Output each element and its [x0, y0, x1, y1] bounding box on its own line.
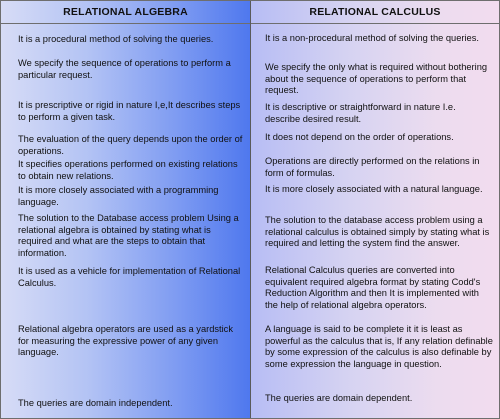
relational-calculus-header: RELATIONAL CALCULUS	[251, 1, 499, 24]
calculus-point-6: It is more closely associated with a natural language.	[265, 184, 483, 194]
relational-algebra-column	[1, 1, 250, 418]
algebra-point-10: The queries are domain independent.	[18, 398, 173, 408]
relational-calculus-column	[251, 1, 499, 418]
calculus-point-1: It is a non-procedural method of solving the queries.	[265, 33, 479, 43]
relational-algebra-header: RELATIONAL ALGEBRA	[1, 1, 250, 24]
calculus-point-9: A language is said to be complete it it is least as powerful as the calculus that is, If any relation definable by some expression of the calculus is also definable by some expression the language in question.	[265, 324, 493, 369]
algebra-point-6: It is more closely associated with a programming language.	[18, 185, 219, 207]
algebra-point-3: It is prescriptive or rigid in nature I,e,It describes steps to perform a given task.	[18, 100, 241, 122]
algebra-point-8: It is used as a vehicle for implementation of Relational Calculus.	[18, 266, 241, 288]
algebra-point-5: It specifies operations performed on existing relations to obtain new relations.	[18, 159, 238, 181]
calculus-point-10: The queries are domain dependent.	[265, 393, 413, 403]
calculus-point-8: Relational Calculus queries are converted into equivalent required algebra format by stating Codd's Reduction Algorithm and then It is implemented with the help of relational algebra operators.	[265, 265, 481, 310]
calculus-point-5: Operations are directly performed on the relations in form of formulas.	[265, 156, 480, 178]
algebra-point-2: We specify the sequence of operations to perform a particular request.	[18, 58, 231, 80]
algebra-point-7: The solution to the Database access problem Using a relational algebra is obtained by stating what is required and what are the steps to obtain that information.	[18, 213, 239, 258]
calculus-point-2: We specify the only what is required without bothering about the sequence of operations to perform that request.	[265, 62, 488, 96]
algebra-point-4: The evaluation of the query depends upon the order of operations.	[18, 134, 243, 156]
calculus-point-4: It does not depend on the order of operations.	[265, 132, 454, 142]
algebra-point-9: Relational algebra operators are used as a yardstick for measuring the expressive power of any given language.	[18, 324, 233, 358]
calculus-point-7: The solution to the database access problem using a relational calculus is obtained simply by stating what is required and letting the system find the answer.	[265, 215, 490, 249]
calculus-point-3: It is descriptive or straightforward in nature I.e. describe desired result.	[265, 102, 456, 124]
algebra-point-1: It is a procedural method of solving the queries.	[18, 34, 214, 44]
